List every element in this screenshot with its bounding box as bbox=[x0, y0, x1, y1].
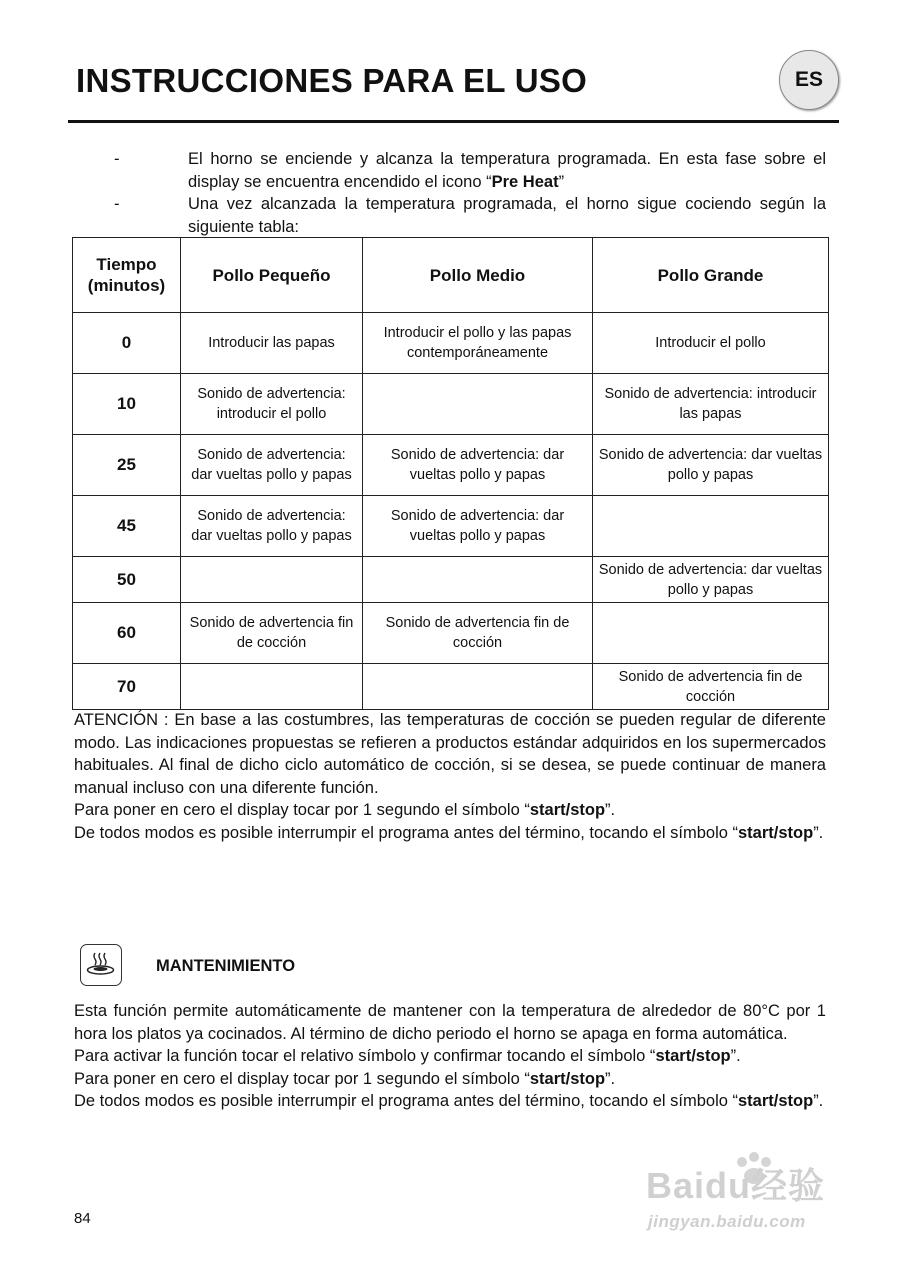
intro-bullets bbox=[74, 148, 826, 238]
table-cell: Sonido de advertencia: dar vueltas pollo y papas bbox=[181, 435, 363, 496]
table-row bbox=[73, 496, 829, 557]
bullet-bold-text: Pre Heat bbox=[491, 172, 559, 191]
start-stop-symbol-text: start/stop bbox=[738, 1092, 814, 1110]
table-cell bbox=[593, 496, 829, 557]
reset-instruction bbox=[74, 799, 826, 822]
table-cell: Sonido de advertencia: introducir el pollo bbox=[181, 374, 363, 435]
attention-text: ATENCIÓN : En base a las costumbres, las temperaturas de cocción se pueden regular de diferente modo. Las indicaciones propuestas se refieren a productos estándar adquiridos en los supermercados habituales. Al final de dicho ciclo automático de cocción, si se desea, se puede continuar de manera manual incluso con una diferente función. bbox=[74, 711, 826, 797]
table-cell bbox=[181, 557, 363, 603]
bullet-dash: - bbox=[114, 150, 120, 168]
watermark bbox=[640, 1150, 860, 1240]
table-cell: Sonido de advertencia: dar vueltas pollo y papas bbox=[363, 435, 593, 496]
table-cell bbox=[363, 374, 593, 435]
text-part: ”. bbox=[813, 823, 824, 842]
page-number: 84 bbox=[74, 1210, 91, 1227]
table-row bbox=[73, 313, 829, 374]
maintenance-title: MANTENIMIENTO bbox=[156, 957, 296, 975]
table-row bbox=[73, 435, 829, 496]
time-cell: 25 bbox=[73, 435, 181, 496]
time-cell: 60 bbox=[73, 603, 181, 664]
header-rule bbox=[68, 120, 839, 123]
start-stop-symbol-text: start/stop bbox=[738, 823, 814, 842]
table-cell: Sonido de advertencia: introducir las papas bbox=[593, 374, 829, 435]
reset-instruction bbox=[74, 1068, 826, 1091]
table-cell: Introducir el pollo bbox=[593, 313, 829, 374]
interrupt-instruction bbox=[74, 1090, 826, 1113]
table-cell bbox=[363, 664, 593, 710]
cooking-table bbox=[72, 237, 829, 710]
keep-warm-plate-icon bbox=[80, 944, 122, 986]
bullet-preheat bbox=[74, 148, 826, 193]
table-header-cell: Pollo Pequeño bbox=[181, 238, 363, 313]
table-header-row bbox=[73, 238, 829, 313]
bullet-text bbox=[188, 148, 826, 193]
table-cell: Introducir el pollo y las papas contemporáneamente bbox=[363, 313, 593, 374]
attention-section bbox=[74, 709, 826, 844]
time-cell: 45 bbox=[73, 496, 181, 557]
text-part: Para poner en cero el display tocar por 1 segundo el símbolo “ bbox=[74, 801, 530, 819]
language-badge: ES bbox=[779, 50, 839, 110]
time-cell: 70 bbox=[73, 664, 181, 710]
time-cell: 50 bbox=[73, 557, 181, 603]
table-header-cell: Pollo Grande bbox=[593, 238, 829, 313]
table-cell bbox=[593, 603, 829, 664]
maintenance-description: Esta función permite automáticamente de mantener con la temperatura de alrededor de 80°C por 1 hora los platos ya cocinados. Al término de dicho periodo el horno se apaga en forma automática. bbox=[74, 1002, 826, 1043]
page-title: INSTRUCCIONES PARA EL USO bbox=[76, 62, 588, 99]
bullet-text-part: El horno se enciende y alcanza la temperatura programada. En esta fase sobre el display se encuentra encendido el icono “ bbox=[188, 150, 826, 191]
interrupt-instruction bbox=[74, 822, 826, 845]
bullet-dash: - bbox=[114, 195, 120, 213]
time-cell: 0 bbox=[73, 313, 181, 374]
text-part: De todos modos es posible interrumpir el programa antes del término, tocando el símbolo “ bbox=[74, 1092, 738, 1110]
watermark-brand: Baidu经验 bbox=[646, 1165, 826, 1206]
table-cell: Introducir las papas bbox=[181, 313, 363, 374]
text-part: ”. bbox=[605, 1069, 616, 1088]
table-cell bbox=[181, 664, 363, 710]
time-cell: 10 bbox=[73, 374, 181, 435]
table-cell: Sonido de advertencia: dar vueltas pollo y papas bbox=[593, 557, 829, 603]
start-stop-symbol-text: start/stop bbox=[655, 1047, 731, 1065]
text-part: Para activar la función tocar el relativo símbolo y confirmar tocando el símbolo “ bbox=[74, 1047, 656, 1065]
table-cell: Sonido de advertencia: dar vueltas pollo y papas bbox=[363, 496, 593, 557]
table-row bbox=[73, 374, 829, 435]
watermark-url: jingyan.baidu.com bbox=[648, 1212, 806, 1231]
table-header-cell: Tiempo (minutos) bbox=[73, 238, 181, 313]
activate-instruction bbox=[74, 1045, 826, 1068]
bullet-table-intro bbox=[74, 193, 826, 238]
table-row bbox=[73, 603, 829, 664]
text-part: ”. bbox=[605, 801, 616, 819]
bullet-text-part: ” bbox=[558, 172, 565, 191]
start-stop-symbol-text: start/stop bbox=[529, 801, 606, 819]
table-cell: Sonido de advertencia: dar vueltas pollo y papas bbox=[593, 435, 829, 496]
table-cell: Sonido de advertencia fin de cocción bbox=[181, 603, 363, 664]
maintenance-section bbox=[74, 1000, 826, 1113]
text-part: ”. bbox=[730, 1047, 741, 1065]
text-part: ”. bbox=[813, 1092, 824, 1110]
table-cell: Sonido de advertencia fin de cocción bbox=[363, 603, 593, 664]
start-stop-symbol-text: start/stop bbox=[529, 1069, 606, 1088]
text-part: De todos modos es posible interrumpir el programa antes del término, tocando el símbolo “ bbox=[74, 823, 738, 842]
table-row bbox=[73, 664, 829, 710]
table-cell bbox=[363, 557, 593, 603]
table-cell: Sonido de advertencia: dar vueltas pollo y papas bbox=[181, 496, 363, 557]
table-cell: Sonido de advertencia fin de cocción bbox=[593, 664, 829, 710]
bullet-text: Una vez alcanzada la temperatura programada, el horno sigue cociendo según la siguiente tabla: bbox=[188, 195, 826, 236]
table-header-cell: Pollo Medio bbox=[363, 238, 593, 313]
table-row bbox=[73, 557, 829, 603]
text-part: Para poner en cero el display tocar por 1 segundo el símbolo “ bbox=[74, 1069, 530, 1088]
